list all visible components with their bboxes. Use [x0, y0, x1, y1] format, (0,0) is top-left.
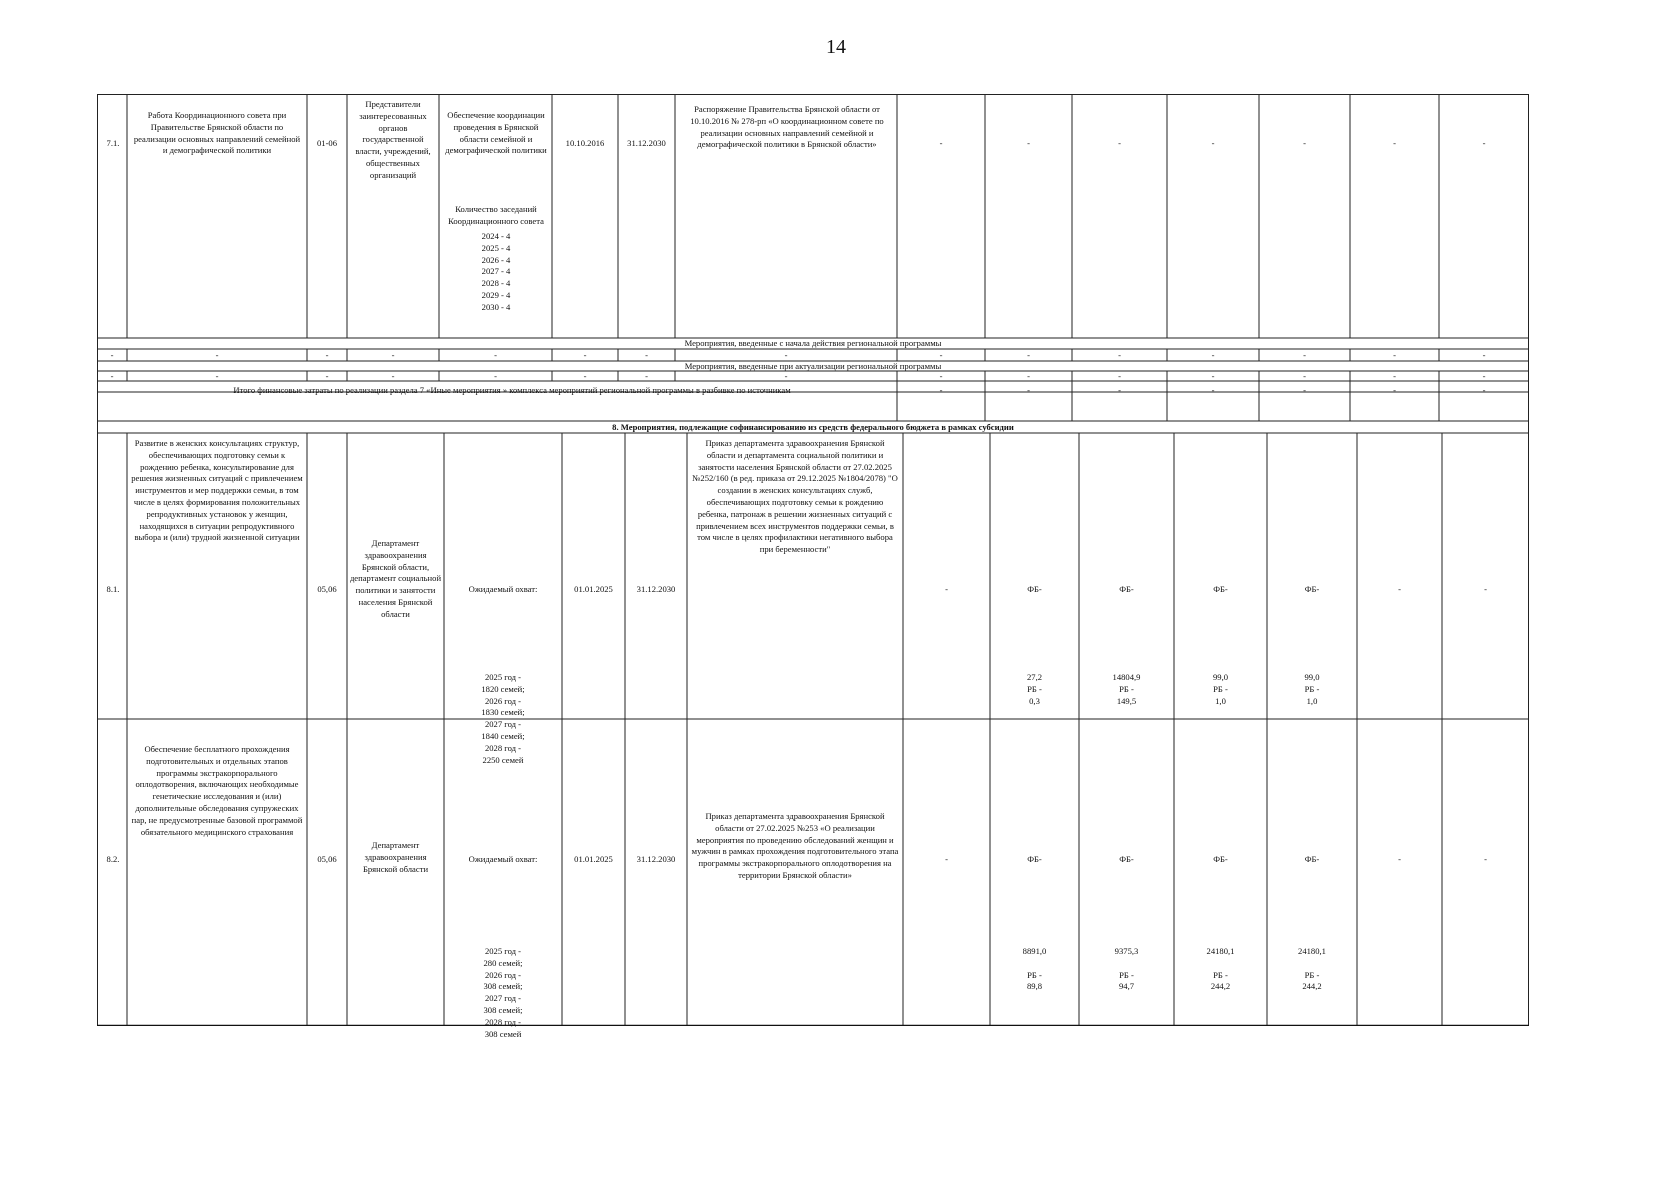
row-7-1-fund-5: - — [1303, 138, 1306, 148]
row-8-1-fb-3: ФБ- — [1213, 584, 1228, 594]
dash-row-2-c12: - — [1211, 371, 1215, 381]
dash-row-2-c2: - — [215, 371, 219, 381]
row-8-2-fb-3: ФБ- — [1213, 854, 1228, 864]
row-8-1-amount-3: 99,0 РБ - 1,0 — [1212, 672, 1229, 706]
dash-row-2-c1: - — [110, 371, 114, 381]
dash-row-2-c6: - — [583, 371, 587, 381]
dash-row-1-c3: - — [325, 350, 329, 360]
row-8-2-fb-2: ФБ- — [1119, 854, 1134, 864]
row-8-2-fund-1: - — [945, 854, 948, 864]
row-8-2-fund-6: - — [1398, 854, 1401, 864]
total-7-fund-3: - — [1118, 385, 1121, 395]
dash-row-1-c14: - — [1393, 350, 1396, 360]
row-8-1-amount-1: 27,2 РБ - 0,3 — [1026, 672, 1043, 706]
dash-row-2-c4: - — [391, 371, 395, 381]
dash-row-1-c9: - — [939, 350, 943, 360]
dash-row-2-c15: - — [1482, 371, 1486, 381]
total-7-fund-5: - — [1303, 385, 1306, 395]
total-7-fund-6: - — [1393, 385, 1396, 395]
dash-row-1-c11: - — [1118, 350, 1121, 360]
row-8-2-fb-4: ФБ- — [1304, 854, 1320, 864]
row-8-1-fb-1: ФБ- — [1027, 584, 1042, 594]
program-table — [97, 94, 1529, 1039]
dash-row-1-c10: - — [1027, 350, 1030, 360]
dash-row-2-c7: - — [645, 371, 648, 381]
row-8-1-fund-7: - — [1484, 584, 1487, 594]
dash-row-1-c12: - — [1211, 350, 1215, 360]
row-7-1-result-count: Количество заседаний Координационного совета — [448, 204, 544, 226]
row-8-1-fund-6: - — [1398, 584, 1401, 594]
row-8-2-amount-3: 24180,1 РБ - 244,2 — [1206, 946, 1235, 992]
row-8-1-code: 05,06 — [317, 584, 337, 594]
section-updated-measures: Мероприятия, введенные при актуализации региональной программы — [684, 361, 942, 371]
row-8-2-result: Ожидаемый охват: — [468, 854, 538, 864]
row-7-1-result: Обеспечение координации проведения в Брянской области семейной и демографической политики — [445, 110, 547, 156]
row-8-1-result-years: 2025 год - 1820 семей; 2026 год - 1830 семей; 2027 год - 1840 семей; 2028 год - 2250 семей — [481, 672, 525, 765]
dash-row-2-c8: - — [784, 371, 788, 381]
row-8-1-fund-1: - — [945, 584, 948, 594]
row-8-2-code: 05,06 — [317, 854, 337, 864]
row-8-1-fb-4: ФБ- — [1304, 584, 1320, 594]
row-7-1-start: 10.10.2016 — [565, 138, 605, 148]
row-7-1-end: 31.12.2030 — [627, 138, 666, 148]
row-7-1-result-years: 2024 - 4 2025 - 4 2026 - 4 2027 - 4 2028 - 4 2029 - 4 2030 - 4 — [481, 231, 511, 312]
table-grid-lines — [97, 94, 1529, 1026]
row-8-2-executor: Департамент здравоохранения Брянской области — [362, 840, 429, 874]
row-8-1-end: 31.12.2030 — [636, 584, 676, 594]
row-8-2-result-years: 2025 год - 280 семей; 2026 год - 308 семей; 2027 год - 308 семей; 2028 год - 308 семей — [483, 946, 523, 1039]
row-8-2-fb-1: ФБ- — [1027, 854, 1042, 864]
row-8-1-start: 01.01.2025 — [574, 584, 613, 594]
row-8-2-amount-4: 24180,1 РБ - 244,2 — [1298, 946, 1326, 992]
dash-row-2-c10: - — [1027, 371, 1030, 381]
section-new-measures: Мероприятия, введенные с начала действия региональной программы — [684, 338, 942, 348]
dash-row-2-c13: - — [1303, 371, 1306, 381]
row-7-1-code: 01-06 — [316, 138, 338, 148]
row-8-1-name: Развитие в женских консультациях структур, обеспечивающих подготовку семьи к рождению ребенка, консультирование для решения жизненных ситуаций с привлечением инструментов и мер поддержки семьи, в том числе в целях формирования положительных репродуктивных установок у женщин, находящихся в ситуации репродуктивного выбора и (или) трудной жизненной ситуации — [131, 438, 303, 543]
dash-row-1-c6: - — [583, 350, 587, 360]
total-7-fund-4: - — [1211, 385, 1215, 395]
row-7-1-doc: Распоряжение Правительства Брянской области от 10.10.2016 № 278-рп «О координационном совете по реализации основных направлений семейной и демографической политики в Брянской области» — [690, 104, 884, 150]
total-7-fund-7: - — [1482, 385, 1486, 395]
row-8-1-result: Ожидаемый охват: — [468, 584, 538, 594]
total-7-fund-1: - — [939, 385, 943, 395]
total-section-7-label: Итого финансовые затраты по реализации раздела 7 «Иные мероприятия » комплекса мероприятий региональной программы в разбивке по источникам — [233, 385, 791, 395]
row-7-1-name: Работа Координационного совета при Правительстве Брянской области по реализации основных направлений семейной и демографической политики — [133, 110, 301, 156]
section-8-title: 8. Мероприятия, подлежащие софинансированию из средств федерального бюджета в рамках субсидии — [612, 422, 1014, 432]
dash-row-1-c2: - — [215, 350, 219, 360]
row-8-1-amount-4: 99,0 РБ - 1,0 — [1304, 672, 1320, 706]
dash-row-2-c9: - — [939, 371, 943, 381]
dash-row-1-c7: - — [645, 350, 648, 360]
dash-row-1-c15: - — [1482, 350, 1486, 360]
total-7-fund-2: - — [1027, 385, 1030, 395]
row-8-2-end: 31.12.2030 — [636, 854, 676, 864]
dash-row-1-c13: - — [1303, 350, 1306, 360]
row-8-2-fund-7: - — [1484, 854, 1487, 864]
row-7-1-fund-1: - — [939, 138, 943, 148]
row-8-2-doc: Приказ департамента здравоохранения Брянской области от 27.02.2025 №253 «О реализации мероприятия по проведению обследований женщин и мужчин в рамках прохождения подготовительного этапа программы экстракорпорального оплодотворения на территории Брянской области» — [691, 811, 899, 880]
row-7-1-executor: Представители заинтересованных органов государственной власти, учреждений, общественных организаций — [355, 99, 431, 180]
row-7-1-fund-2: - — [1027, 138, 1030, 148]
row-8-1-executor: Департамент здравоохранения Брянской области, департамент социальной политики и занятости населения Брянской области — [349, 538, 442, 619]
dash-row-1-c4: - — [391, 350, 395, 360]
row-7-1-fund-4: - — [1211, 138, 1215, 148]
row-7-1-num: 7.1. — [106, 138, 120, 148]
dash-row-2-c14: - — [1393, 371, 1396, 381]
row-8-2-name: Обеспечение бесплатного прохождения подготовительных и отдельных этапов программы экстракорпорального оплодотворения, включающих необходимые генетические исследования и (или) дополнительные обследования супружеских пар, не предусмотренные базовой программой обязательного медицинского страхования — [131, 744, 303, 837]
row-8-2-amount-1: 8891,0 РБ - 89,8 — [1022, 946, 1047, 992]
row-8-1-fb-2: ФБ- — [1119, 584, 1134, 594]
dash-row-1-c5: - — [494, 350, 497, 360]
dash-row-2-c11: - — [1118, 371, 1121, 381]
row-7-1-fund-7: - — [1482, 138, 1486, 148]
dash-row-2-c3: - — [325, 371, 329, 381]
row-8-1-doc: Приказ департамента здравоохранения Брянской области и департамента социальной политики и занятости населения Брянской области от 27.02.2025 №252/160 (в ред. приказа от 29.12.2025 №1804/2078) "О создании в женских консультациях служб, обеспечивающих подготовку семьи к рождению ребенка, патронаж в решении жизненных ситуаций с привлечением всех инструментов поддержки семьи, в том числе в целях профилактики негативного выбора при беременности" — [692, 438, 898, 555]
row-8-1-num: 8.1. — [106, 584, 120, 594]
row-7-1-fund-6: - — [1393, 138, 1396, 148]
row-8-2-amount-2: 9375,3 РБ - 94,7 — [1114, 946, 1139, 992]
row-8-2-start: 01.01.2025 — [574, 854, 613, 864]
dash-row-2-c5: - — [494, 371, 497, 381]
row-8-2-num: 8.2. — [106, 854, 120, 864]
dash-row-1-c8: - — [784, 350, 788, 360]
row-7-1-fund-3: - — [1118, 138, 1121, 148]
row-8-1-amount-2: 14804,9 РБ - 149,5 — [1112, 672, 1141, 706]
page-number: 14 — [826, 36, 846, 58]
dash-row-1-c1: - — [110, 350, 114, 360]
